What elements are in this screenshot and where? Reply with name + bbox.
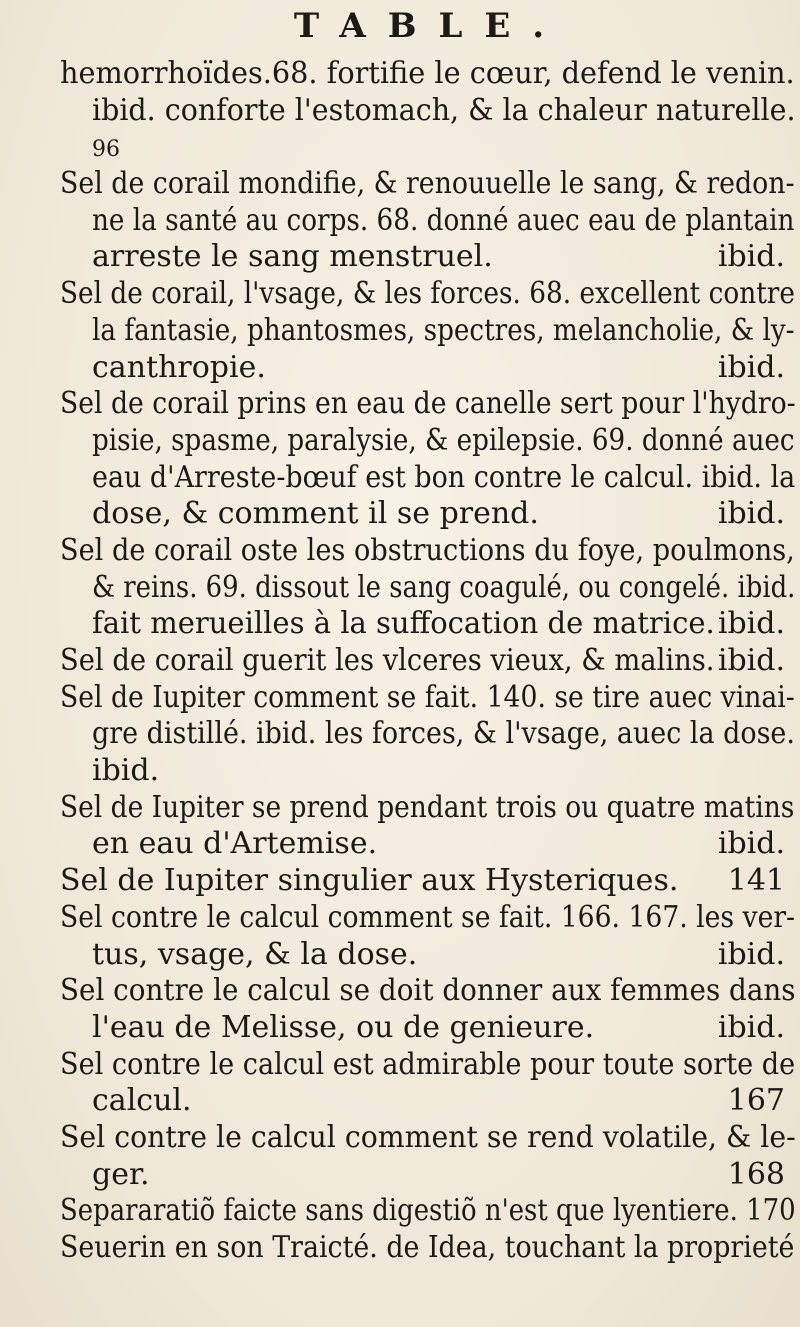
text-line: [60, 863, 795, 900]
text-line: [60, 533, 795, 570]
text-line: [60, 129, 795, 166]
line-text: arreste le sang menstruel.: [92, 239, 493, 275]
text-line: [60, 56, 795, 93]
line-text: & reins. 69. dissout le sang coagulé, ou congelé. ibid.: [92, 569, 796, 605]
page-reference: ibid.: [717, 349, 785, 385]
line-text: Seuerin en son Traicté. de Idea, touchant la proprieté: [60, 1230, 795, 1265]
line-text: ne la santé au corps. 68. donné auec eau de plantain: [92, 202, 795, 238]
text-line: [60, 1193, 795, 1230]
text-line: [60, 606, 795, 643]
line-text: tus, vsage, & la dose.: [92, 936, 418, 972]
line-text: ibid.: [92, 753, 160, 789]
page-margin-bottom: [0, 1267, 800, 1327]
text-line: [60, 350, 795, 387]
line-text: en eau d'Artemise.: [92, 826, 378, 862]
text-line: [60, 790, 795, 827]
text-line: [60, 937, 795, 974]
line-text: fait merueilles à la suffocation de matrice.: [92, 606, 715, 642]
line-text: Sel contre le calcul comment se fait. 166. 167. les ver-: [60, 899, 796, 935]
text-line: [60, 386, 795, 423]
text-line: [60, 680, 795, 717]
text-line: [60, 1083, 795, 1120]
line-text: Sel de corail oste les obstructions du foye, poulmons,: [60, 532, 795, 568]
line-text: pisie, spasme, paralysie, & epilepsie. 69. donné auec: [92, 422, 795, 458]
text-line: [60, 900, 795, 937]
line-text: Sel de Iupiter comment se fait. 140. se tire auec vinai-: [60, 679, 795, 715]
line-text: Sel de corail prins en eau de canelle sert pour l'hydro-: [60, 386, 796, 422]
text-line: [60, 716, 795, 753]
text-line: [60, 166, 795, 203]
line-text: Sel de corail guerit les vlceres vieux, & malins.: [60, 643, 715, 678]
line-text: Sel de Iupiter se prend pendant trois ou quatre matins: [60, 789, 795, 825]
page-reference: ibid.: [717, 606, 785, 642]
text-line: [60, 1010, 795, 1047]
line-text: ger.: [92, 1156, 150, 1192]
page-reference: ibid.: [717, 643, 785, 678]
text-line: [60, 973, 795, 1010]
line-text: gre distillé. ibid. les forces, & l'vsage, auec la dose.: [92, 716, 795, 752]
line-text: ibid. conforte l'estomach, & la chaleur naturelle.: [92, 92, 796, 128]
line-text: dose, & comment il se prend.: [92, 496, 539, 532]
text-line: [60, 460, 795, 497]
line-text: eau d'Arreste-bœuf est bon contre le calcul. ibid. la: [92, 459, 796, 495]
line-text: Sel de Iupiter singulier aux Hysteriques.: [60, 863, 679, 899]
line-text: 96: [92, 137, 120, 163]
page-reference: ibid.: [717, 936, 785, 972]
line-text: Sel contre le calcul comment se rend volatile, & le-: [60, 1119, 796, 1155]
page-reference: ibid.: [717, 239, 785, 275]
text-line: [60, 496, 795, 533]
line-text: Sel contre le calcul se doit donner aux femmes dans: [60, 973, 796, 1009]
line-text: Sel de corail mondifie, & renouuelle le sang, & redon-: [60, 166, 795, 202]
line-text: canthropie.: [92, 349, 266, 385]
text-line: [60, 1230, 795, 1267]
line-text: calcul.: [92, 1083, 192, 1119]
text-line: [60, 570, 795, 607]
page-header: TABLE.: [293, 6, 567, 46]
line-text: hemorrhoïdes.68. fortifie le cœur, defend le venin.: [60, 56, 795, 91]
text-line: [60, 643, 795, 680]
page-reference: 168: [727, 1156, 785, 1192]
page-reference: 167: [727, 1083, 785, 1119]
text-line: [60, 423, 795, 460]
page-reference: 141: [727, 863, 785, 899]
page-reference: ibid.: [717, 826, 785, 862]
text-line: [60, 1157, 795, 1194]
line-text: la fantasie, phantosmes, spectres, melancholie, & ly-: [92, 312, 795, 348]
text-line: [60, 93, 795, 130]
line-text: Sel de corail, l'vsage, & les forces. 68. excellent contre: [60, 276, 795, 312]
text-line: [60, 1120, 795, 1157]
text-line: [60, 826, 795, 863]
page-reference: ibid.: [717, 1009, 785, 1045]
line-text: Separaratiõ faicte sans digestiõ n'est que lyentiere. 170: [60, 1193, 796, 1229]
text-line: [60, 313, 795, 350]
line-text: Sel contre le calcul est admirable pour toute sorte de: [60, 1046, 796, 1082]
text-line: [60, 1047, 795, 1084]
text-line: [60, 276, 795, 313]
text-line: [60, 753, 795, 790]
text-line: [60, 203, 795, 240]
line-text: l'eau de Melisse, ou de genieure.: [92, 1009, 595, 1045]
page-reference: ibid.: [717, 496, 785, 532]
text-line: [60, 239, 795, 276]
index-text: [60, 56, 795, 1267]
